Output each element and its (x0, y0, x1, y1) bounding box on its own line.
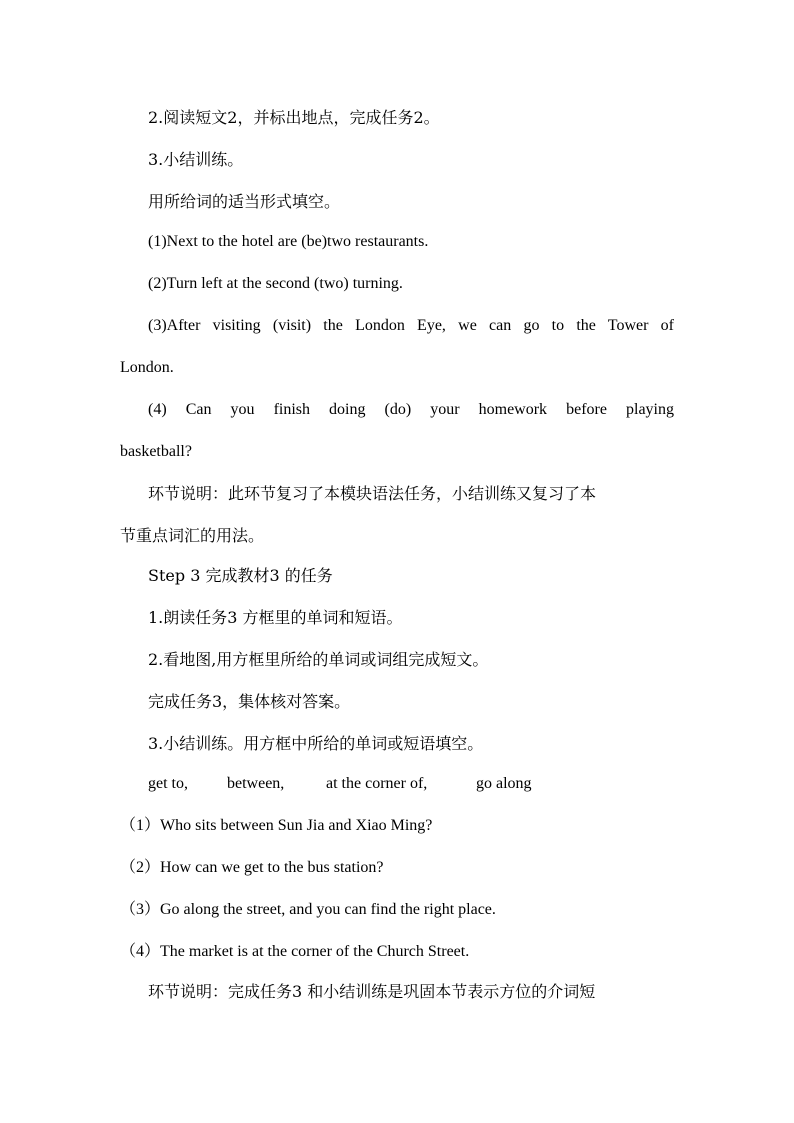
practice-item-3: （3）Go along the street, and you can find the right place. (120, 901, 496, 918)
fill-instruction: 用所给词的适当形式填空。 (148, 192, 341, 211)
word-option: get to, (148, 775, 188, 792)
practice-item-2: （2）How can we get to the bus station? (120, 859, 384, 876)
step-3-item-2: 2.看地图,用方框里所给的单词或词组完成短文。 (148, 650, 489, 669)
step-3-item-4: 3.小结训练。用方框中所给的单词或短语填空。 (148, 734, 484, 753)
word-option: go along (476, 775, 532, 792)
exercise-item-3-line-1: (3)After visiting (visit) the London Eye, we can go to the Tower of (148, 317, 674, 334)
segment-note-1-line-2: 节重点词汇的用法。 (120, 526, 265, 545)
summary-training-heading: 3.小结训练。 (148, 150, 244, 169)
word-option: at the corner of, (326, 775, 428, 792)
practice-item-1: （1）Who sits between Sun Jia and Xiao Ming? (120, 817, 433, 834)
exercise-item-3-line-2: London. (120, 359, 174, 376)
task-2-line: 2.阅读短文2，并标出地点，完成任务2。 (148, 108, 440, 127)
step-3-item-3: 完成任务3，集体核对答案。 (148, 692, 351, 711)
word-box (120, 774, 674, 794)
step-3-item-1: 1.朗读任务3 方框里的单词和短语。 (148, 608, 403, 627)
exercise-item-4-line-1: (4) Can you finish doing (do) your homework before playing (148, 401, 674, 418)
segment-note-2: 环节说明：完成任务3 和小结训练是巩固本节表示方位的介词短 (148, 982, 596, 1001)
exercise-item-4-line-2: basketball? (120, 443, 192, 460)
practice-item-4: （4）The market is at the corner of the Church Street. (120, 943, 470, 960)
exercise-item-2: (2)Turn left at the second (two) turning. (148, 275, 403, 292)
segment-note-1-line-1: 环节说明：此环节复习了本模块语法任务，小结训练又复习了本 (148, 484, 597, 503)
exercise-item-1: (1)Next to the hotel are (be)two restaurants. (148, 233, 429, 250)
step-3-heading: Step 3 完成教材3 的任务 (148, 566, 333, 585)
word-option: between, (227, 775, 285, 792)
